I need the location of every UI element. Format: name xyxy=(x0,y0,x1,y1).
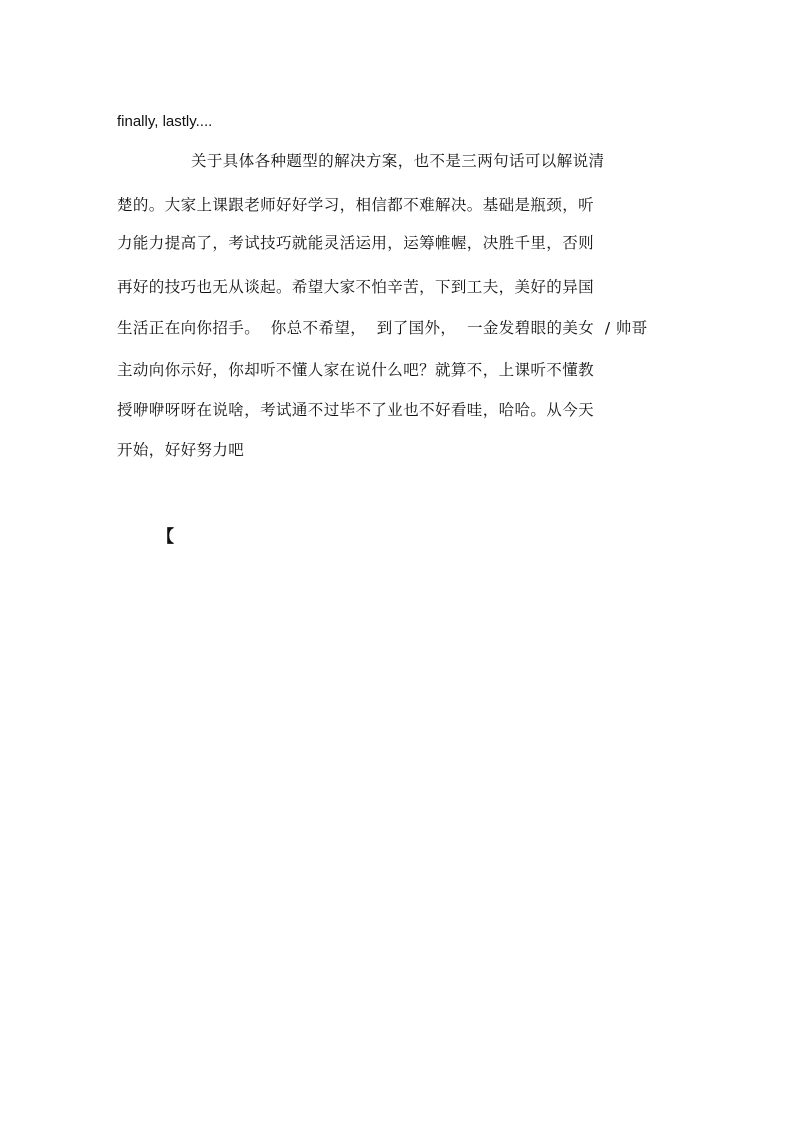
paragraph-line-4: 再好的技巧也无从谈起。希望大家不怕辛苦，下到工夫，美好的异国 xyxy=(117,278,595,296)
opening-line: finally, lastly.... xyxy=(117,113,213,130)
paragraph-line-1: 关于具体各种题型的解决方案，也不是三两句话可以解说清 xyxy=(191,152,605,170)
bracket-mark: 【 xyxy=(157,527,174,547)
paragraph-line-5: 生活正在向你招手。 你总不希望， 到了国外， 一金发碧眼的美女 / 帅哥 xyxy=(117,319,648,337)
paragraph-line-8: 开始，好好努力吧 xyxy=(117,441,245,459)
paragraph-line-3: 力能力提高了，考试技巧就能灵活运用，运筹帷幄，决胜千里，否则 xyxy=(117,234,595,252)
paragraph-line-7: 授咿咿呀呀在说啥，考试通不过毕不了业也不好看哇，哈哈。从今天 xyxy=(117,401,595,419)
paragraph-line-2: 楚的。大家上课跟老师好好学习，相信都不难解决。基础是瓶颈，听 xyxy=(117,196,595,214)
paragraph-line-6: 主动向你示好，你却听不懂人家在说什么吧？就算不，上课听不懂教 xyxy=(117,361,595,379)
